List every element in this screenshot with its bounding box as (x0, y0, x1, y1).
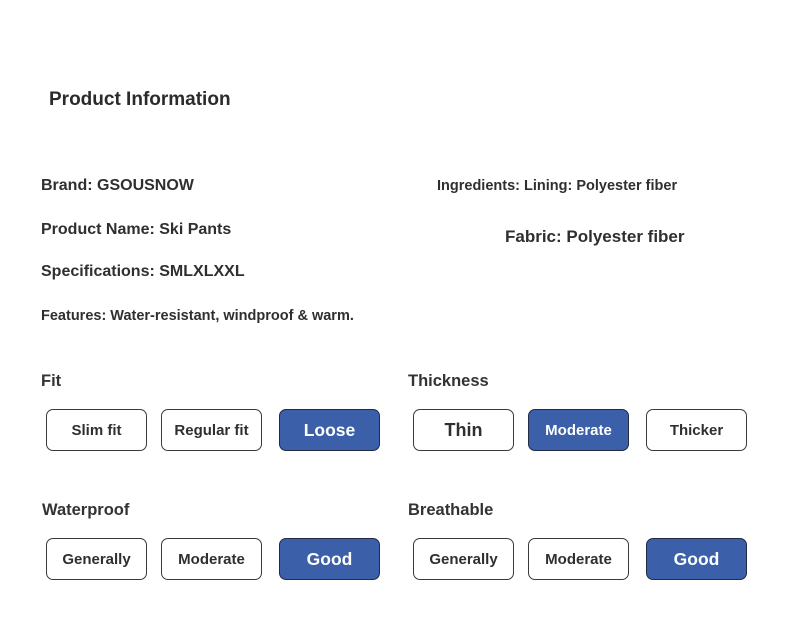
breathable-option-moderate[interactable]: Moderate (528, 538, 629, 580)
features-text: Features: Water-resistant, windproof & warm. (41, 308, 354, 324)
fit-option-regular-fit[interactable]: Regular fit (161, 409, 262, 451)
fabric-text: Fabric: Polyester fiber (505, 227, 685, 246)
ingredients-text: Ingredients: Lining: Polyester fiber (437, 178, 678, 194)
waterproof-option-good[interactable]: Good (279, 538, 380, 580)
breathable-label: Breathable (408, 501, 494, 519)
thickness-option-thicker[interactable]: Thicker (646, 409, 747, 451)
fit-label: Fit (41, 372, 62, 390)
thickness-option-moderate[interactable]: Moderate (528, 409, 629, 451)
thickness-option-thin[interactable]: Thin (413, 409, 514, 451)
product-name-text: Product Name: Ski Pants (41, 221, 232, 238)
waterproof-option-generally[interactable]: Generally (46, 538, 147, 580)
specifications-text: Specifications: SMLXLXXL (41, 263, 245, 280)
fit-option-slim-fit[interactable]: Slim fit (46, 409, 147, 451)
waterproof-option-moderate[interactable]: Moderate (161, 538, 262, 580)
breathable-option-good[interactable]: Good (646, 538, 747, 580)
brand-text: Brand: GSOUSNOW (41, 177, 194, 194)
page-title: Product Information (49, 89, 231, 110)
breathable-option-generally[interactable]: Generally (413, 538, 514, 580)
fit-option-loose[interactable]: Loose (279, 409, 380, 451)
thickness-label: Thickness (408, 372, 489, 390)
waterproof-label: Waterproof (42, 501, 130, 519)
